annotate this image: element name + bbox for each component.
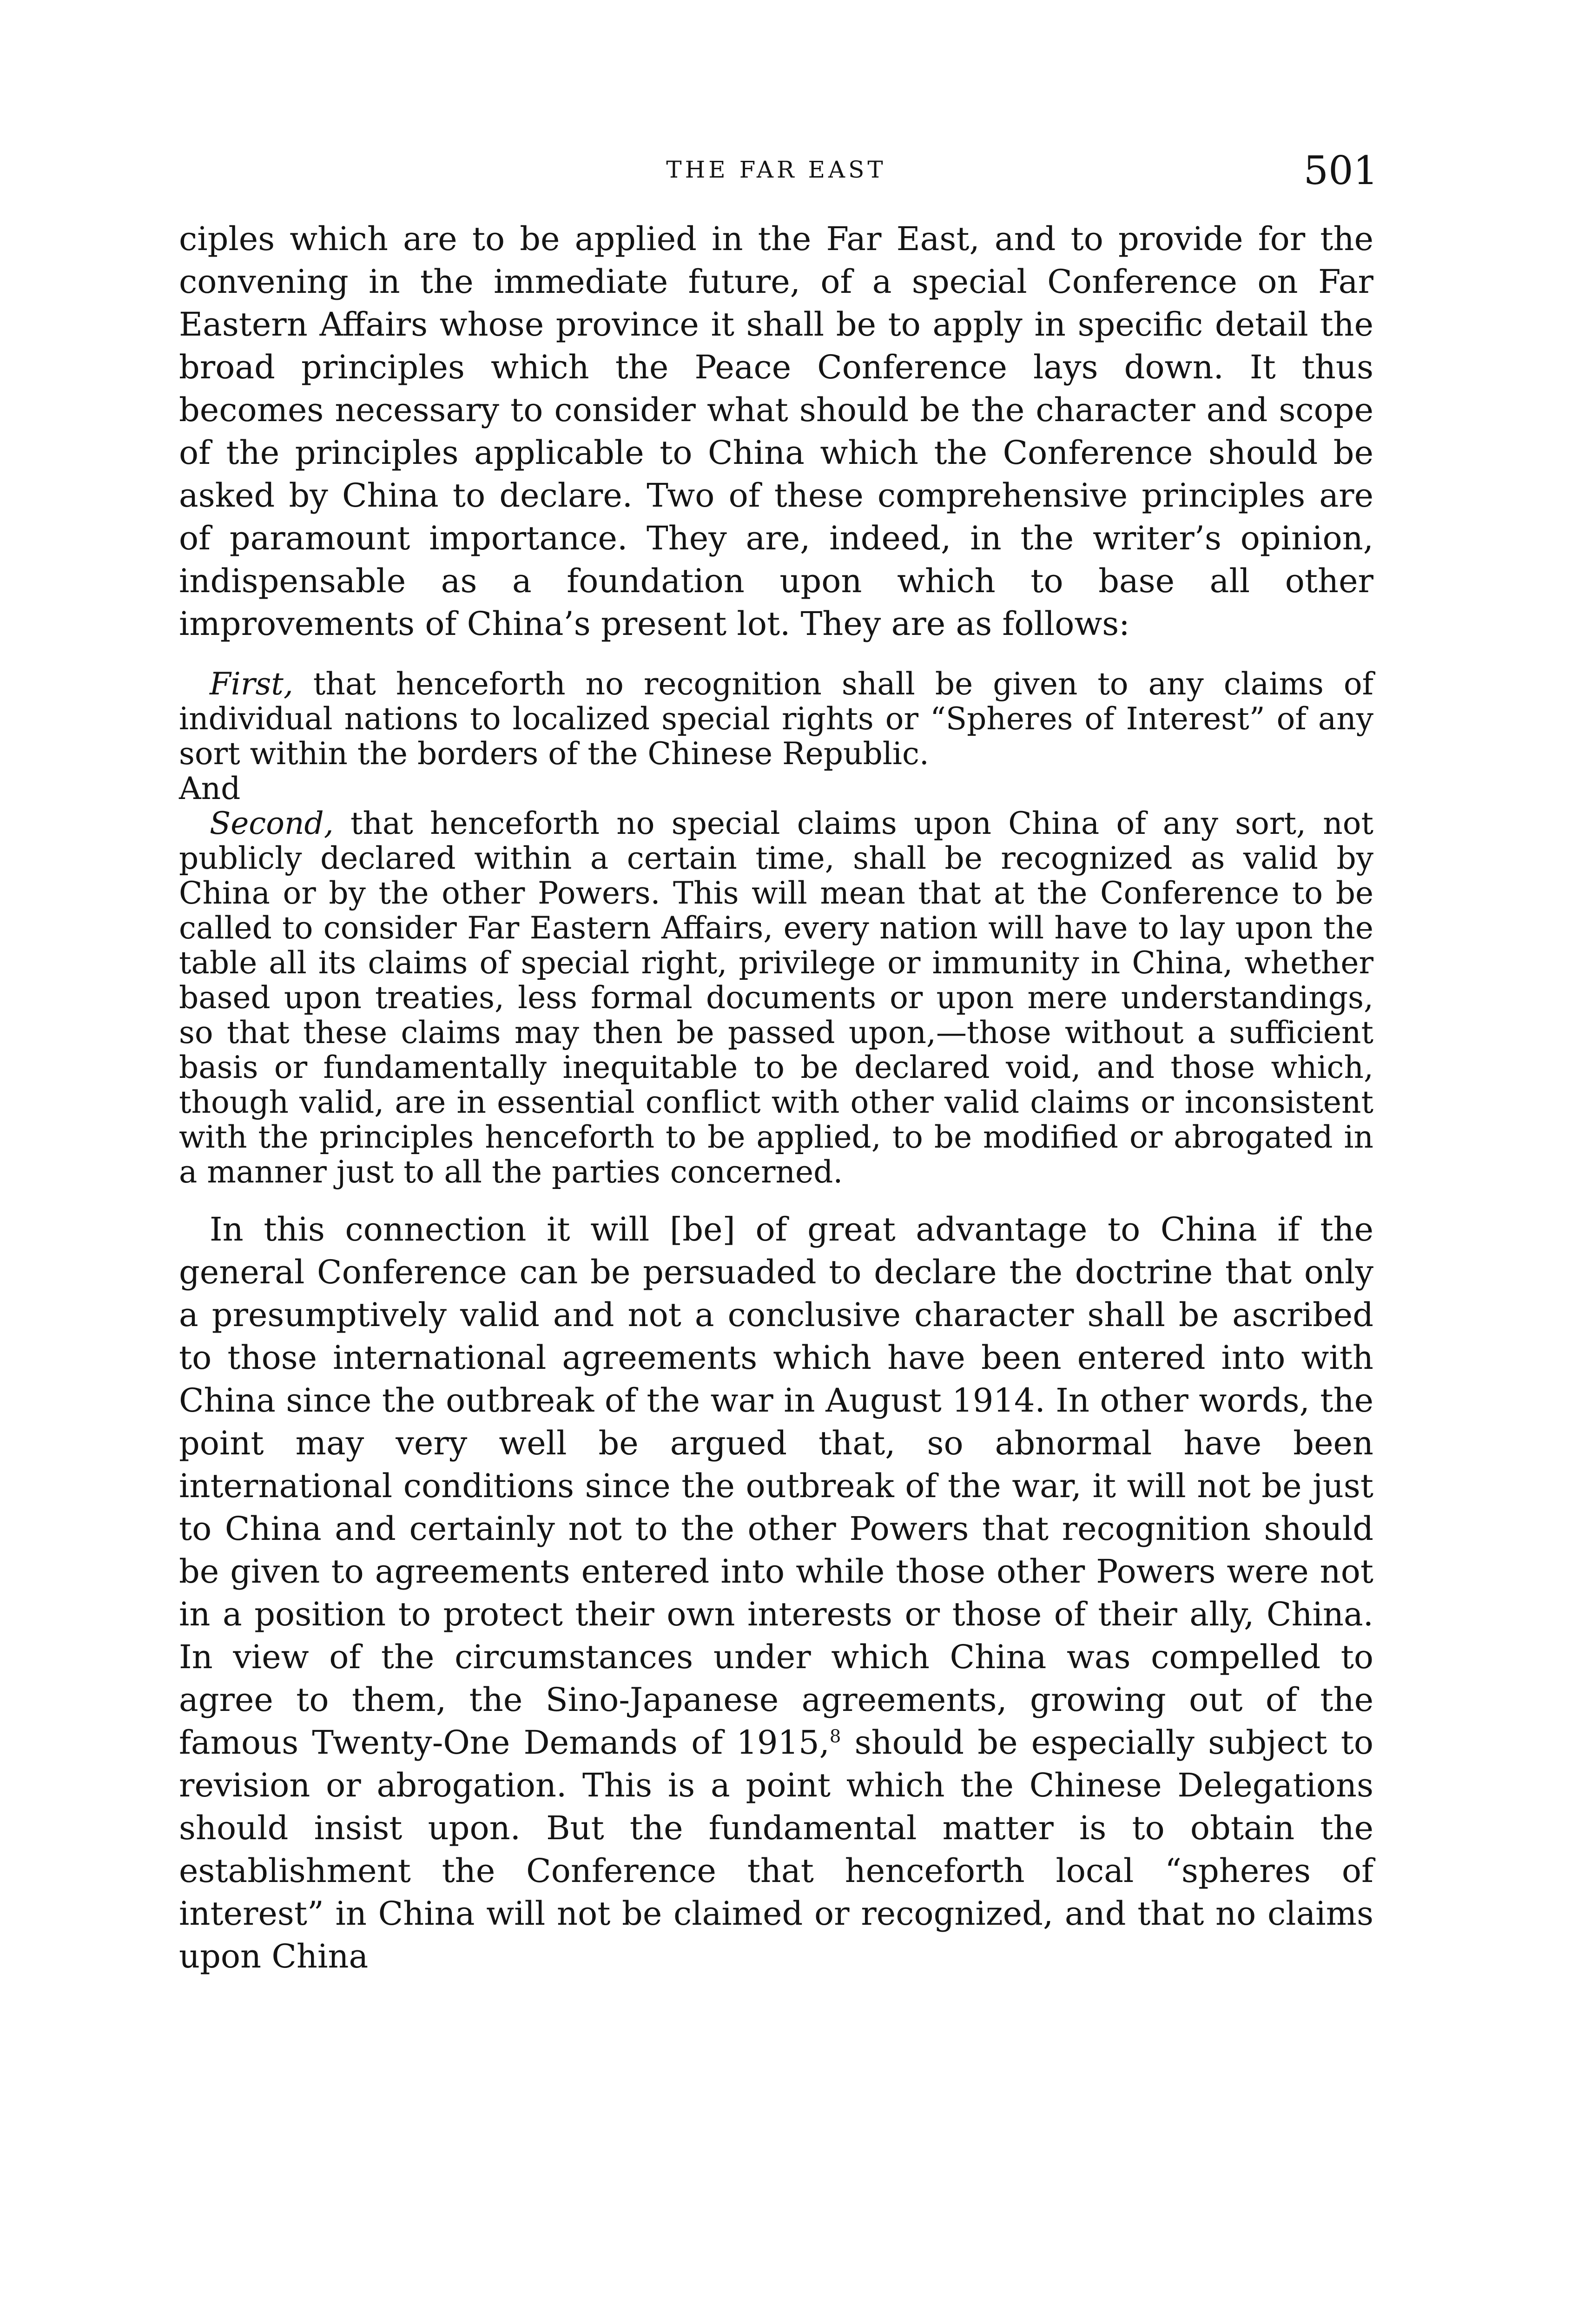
quoted-principles bbox=[179, 667, 1373, 1189]
paragraph-connection bbox=[179, 1208, 1373, 1978]
footnote-reference: 8 bbox=[829, 1726, 841, 1747]
running-head bbox=[174, 148, 1378, 199]
principle-first-text: that henceforth no recognition shall be given to any claims of individual nations to localized special rights or “Spheres of Interest” of any sort within the borders of the Chinese Republic. bbox=[179, 666, 1373, 772]
page-number: 501 bbox=[1303, 148, 1378, 193]
principle-first bbox=[179, 667, 1373, 771]
paragraph-connection-text-a: In this connection it will [be] of great advantage to China if the general Conference can be persuaded to declare the doctrine that only a presumptively valid and not a conclusive character shall be ascribed to those international agreements which have been entered into with China since the outbreak of the war in August 1914. In other words, the point may very well be argued that, so abnormal have been international conditions since the outbreak of the war, it will not be just to China and certainly not to the other Powers that recognition should be given to agreements entered into while those other Powers were not in a position to protect their own interests or those of their ally, China. In view of the circumstances under which China was compelled to agree to them, the Sino-Japanese agreements, growing out of the famous Twenty-One Demands of 1915, bbox=[179, 1210, 1373, 1762]
principle-first-label: First, bbox=[210, 666, 293, 702]
running-title: THE FAR EAST bbox=[666, 156, 886, 183]
principle-second-text: that henceforth no special claims upon China of any sort, not publicly declared within a certain time, shall be recognized as valid by China or by the other Powers. This will mean that at the Conference to be called to consider Far Eastern Affairs, every nation will have to lay upon the table all its claims of special right, privilege or immunity in China, whether based upon treaties, less formal documents or upon mere understandings, so that these claims may then be passed upon,—those without a sufficient basis or fundamentally inequitable to be declared void, and those which, though valid, are in essential conflict with other valid claims or inconsistent with the principles henceforth to be applied, to be modified or abrogated in a manner just to all the parties concerned. bbox=[179, 805, 1373, 1190]
paragraph-continuation: ciples which are to be applied in the Far East, and to provide for the convening in the immediate future, of a special Conference on Far Eastern Affairs whose province it shall be to apply in specific detail the broad principles which the Peace Conference lays down. It thus becomes necessary to consider what should be the character and scope of the principles applicable to China which the Conference should be asked by China to declare. Two of these comprehensive principles are of paramount importance. They are, indeed, in the writer’s opinion, indispensable as a foundation upon which to base all other improvements of China’s present lot. They are as follows: bbox=[179, 220, 1373, 643]
principle-second bbox=[179, 806, 1373, 1189]
body-text bbox=[179, 218, 1373, 1978]
principle-conjunction: And bbox=[179, 771, 241, 806]
paragraph-connection-text-b: should be especially subject to revision or abrogation. This is a point which the Chinese Delegations should insist upon. But the fundamental matter is to obtain the establishment the Conference that henceforth local “spheres of interest” in China will not be claimed or recognized, and that no claims upon China bbox=[179, 1723, 1373, 1975]
principle-second-label: Second, bbox=[210, 805, 334, 841]
